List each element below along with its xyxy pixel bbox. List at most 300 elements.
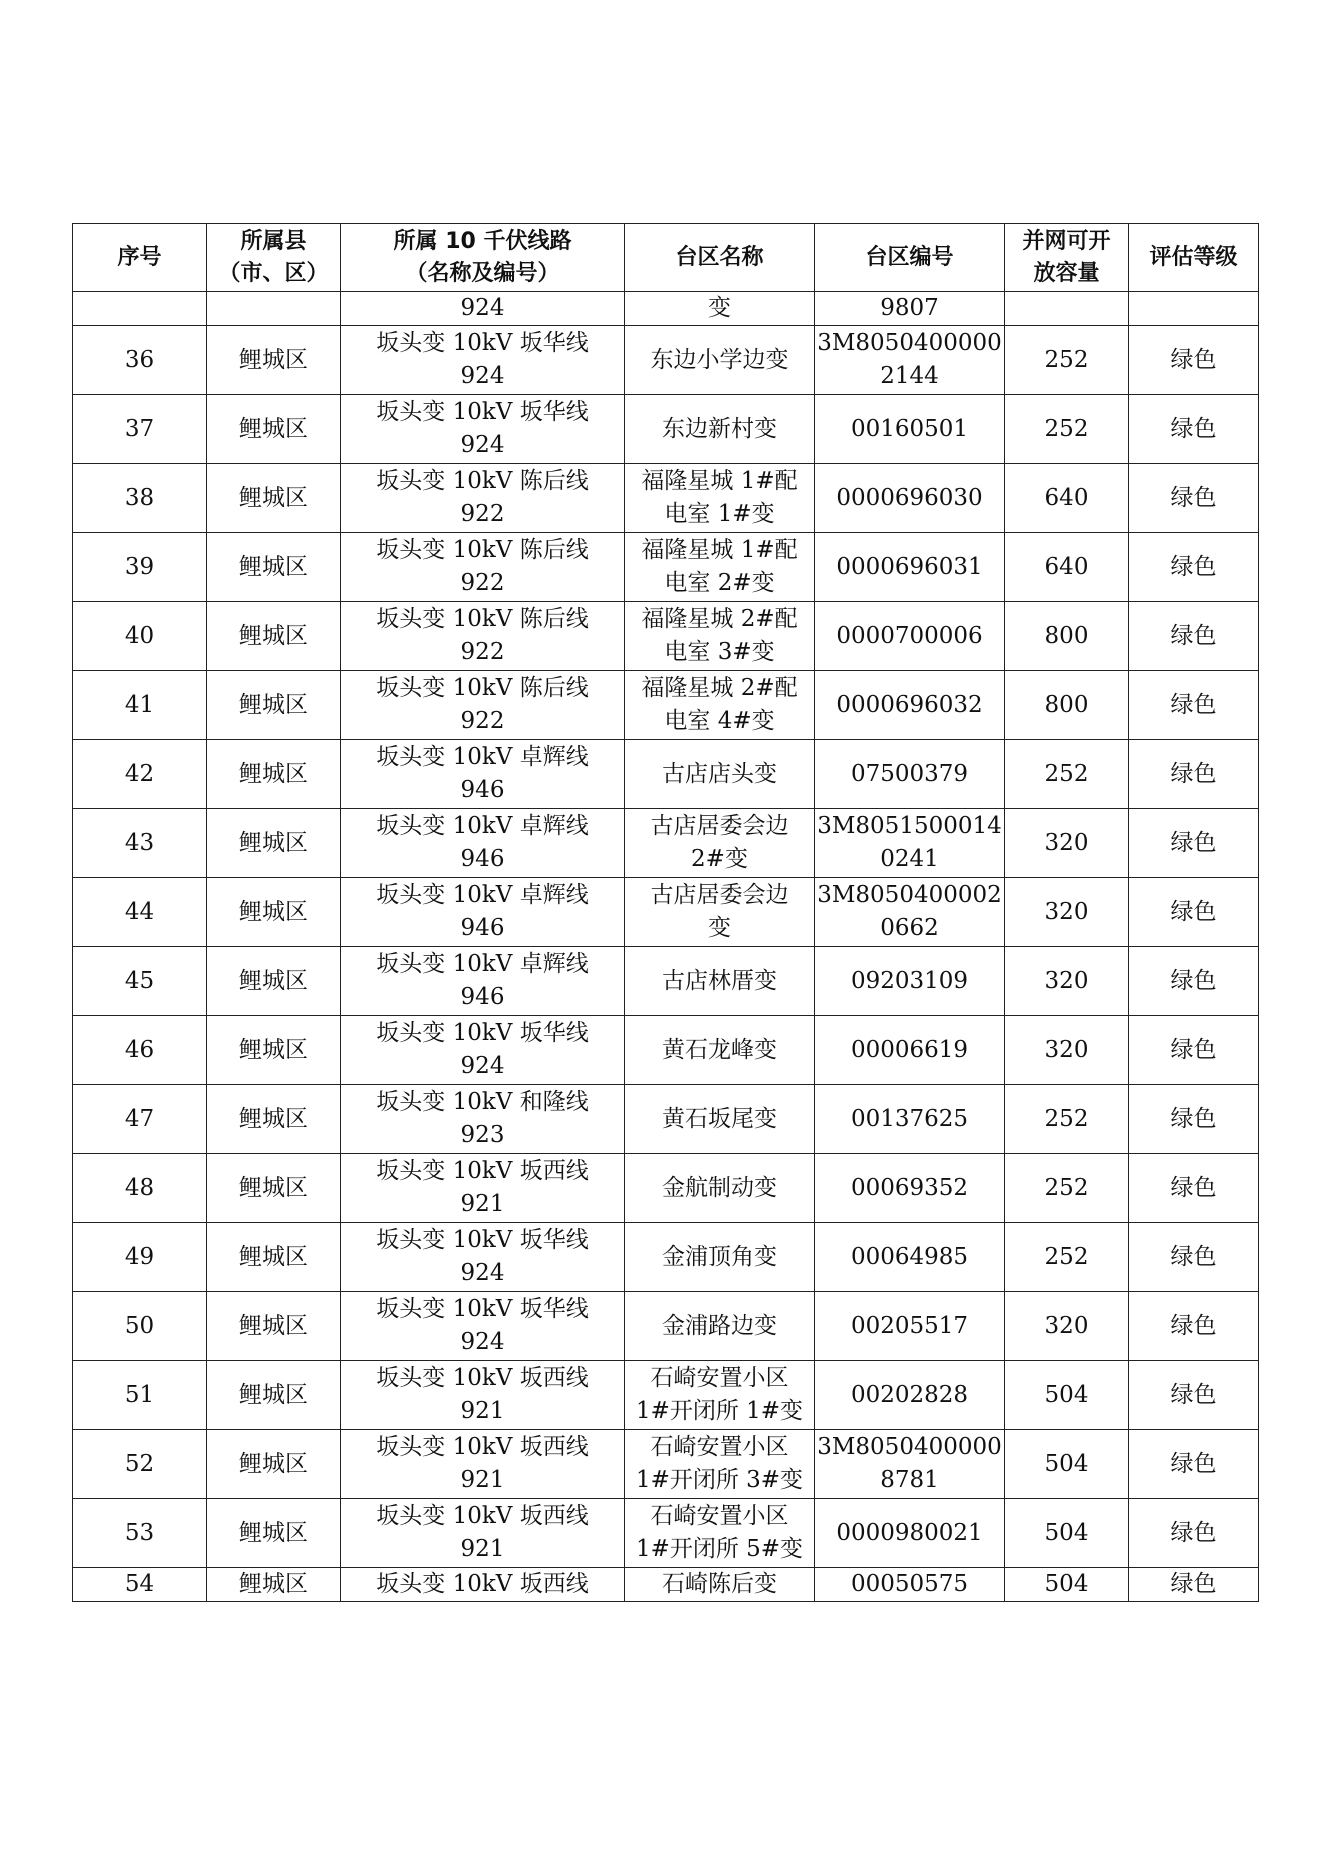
- area-name-cell: [625, 1430, 815, 1499]
- cell-text: 320: [1044, 1312, 1089, 1339]
- county-cell: [207, 947, 341, 1016]
- area-code-cell: [815, 671, 1005, 740]
- header-cell-county: 所属县 （市、区）: [207, 224, 341, 292]
- cell-text: 古店店头变: [662, 760, 777, 787]
- index-cell: [73, 1016, 207, 1085]
- cell-text: 坂头变 10kV 陈后线 922: [376, 468, 589, 527]
- cell-text: 坂头变 10kV 坂西线 921: [376, 1365, 589, 1424]
- cell-text: 坂头变 10kV 陈后线 922: [376, 537, 589, 596]
- cell-text: 46: [124, 1036, 155, 1063]
- feeder-line-cell: [341, 602, 625, 671]
- cell-text: 0000696032: [836, 691, 983, 718]
- capacity-cell: [1005, 878, 1129, 947]
- county-cell: [207, 395, 341, 464]
- capacity-cell: [1005, 533, 1129, 602]
- area-code-cell: [815, 464, 1005, 533]
- area-name-cell: [625, 809, 815, 878]
- county-cell: [207, 326, 341, 395]
- county-cell: [207, 878, 341, 947]
- cell-text: 252: [1044, 346, 1089, 373]
- cell-text: 50: [124, 1312, 155, 1339]
- table-row: [73, 1085, 1259, 1154]
- cell-text: 绿色: [1170, 1312, 1217, 1339]
- area-code-cell: [815, 740, 1005, 809]
- cell-text: 鲤城区: [239, 622, 308, 649]
- cell-text: 3M8050400002 0662: [817, 882, 1002, 941]
- table-row: [73, 947, 1259, 1016]
- area-name-cell: [625, 1499, 815, 1568]
- area-name-cell: [625, 602, 815, 671]
- cell-text: 39: [124, 553, 155, 580]
- cell-text: 鲤城区: [239, 1243, 308, 1270]
- grade-cell: [1129, 740, 1259, 809]
- header-cell-feeder-line: 所属 10 千伏线路 （名称及编号）: [341, 224, 625, 292]
- county-cell: [207, 671, 341, 740]
- index-cell: [73, 671, 207, 740]
- area-code-cell: [815, 1430, 1005, 1499]
- header-row: [73, 224, 1259, 292]
- cell-text: 鲤城区: [239, 691, 308, 718]
- county-cell: [207, 1154, 341, 1223]
- cell-text: 绿色: [1170, 691, 1217, 718]
- cell-text: 绿色: [1170, 346, 1217, 373]
- capacity-cell: [1005, 1085, 1129, 1154]
- cell-text: 43: [124, 829, 155, 856]
- header-cell-grade: 评估等级: [1129, 224, 1259, 292]
- cell-text: 黄石龙峰变: [662, 1036, 777, 1063]
- cell-text: 0000696030: [836, 484, 983, 511]
- grade-cell: [1129, 292, 1259, 326]
- capacity-cell: [1005, 464, 1129, 533]
- area-name-cell: [625, 292, 815, 326]
- grade-cell: [1129, 326, 1259, 395]
- table-row: [73, 1223, 1259, 1292]
- cell-text: 坂头变 10kV 坂西线 921: [376, 1503, 589, 1562]
- capacity-cell: [1005, 1430, 1129, 1499]
- cell-text: 252: [1044, 1105, 1089, 1132]
- cell-text: 坂头变 10kV 卓辉线 946: [376, 882, 589, 941]
- area-code-cell: [815, 1016, 1005, 1085]
- cell-text: 绿色: [1170, 1450, 1217, 1477]
- cell-text: 绿色: [1170, 829, 1217, 856]
- table-row: [73, 395, 1259, 464]
- header-cell-area-code: 台区编号: [815, 224, 1005, 292]
- cell-text: 鲤城区: [239, 829, 308, 856]
- cell-text: 07500379: [850, 760, 969, 787]
- capacity-cell: [1005, 326, 1129, 395]
- cell-text: 00160501: [850, 415, 969, 442]
- grade-cell: [1129, 1361, 1259, 1430]
- table-row: [73, 1361, 1259, 1430]
- cell-text: 绿色: [1170, 1243, 1217, 1270]
- table-row: [73, 1568, 1259, 1602]
- cell-text: 252: [1044, 1243, 1089, 1270]
- cell-text: 坂头变 10kV 坂华线 924: [376, 330, 589, 389]
- cell-text: 00006619: [850, 1036, 969, 1063]
- continued-row: [73, 292, 1259, 326]
- area-code-cell: [815, 1223, 1005, 1292]
- index-cell: [73, 1154, 207, 1223]
- county-cell: [207, 1016, 341, 1085]
- cell-text: 鲤城区: [239, 760, 308, 787]
- cell-text: 绿色: [1170, 1174, 1217, 1201]
- feeder-line-cell: [341, 395, 625, 464]
- area-name-cell: [625, 326, 815, 395]
- capacity-cell: [1005, 947, 1129, 1016]
- cell-text: 鲤城区: [239, 1036, 308, 1063]
- county-cell: [207, 292, 341, 326]
- feeder-line-cell: [341, 809, 625, 878]
- cell-text: 福隆星城 2#配 电室 3#变: [641, 606, 798, 665]
- index-cell: [73, 1568, 207, 1602]
- index-cell: [73, 395, 207, 464]
- capacity-cell: [1005, 1292, 1129, 1361]
- cell-text: 51: [124, 1381, 155, 1408]
- cell-text: 504: [1044, 1519, 1089, 1546]
- area-code-cell: [815, 1499, 1005, 1568]
- feeder-line-cell: [341, 947, 625, 1016]
- cell-text: 3M8051500014 0241: [817, 813, 1002, 872]
- feeder-line-cell: [341, 1292, 625, 1361]
- area-code-cell: [815, 878, 1005, 947]
- cell-text: 古店林厝变: [662, 967, 777, 994]
- index-cell: [73, 326, 207, 395]
- cell-text: 800: [1044, 691, 1089, 718]
- feeder-line-cell: [341, 1499, 625, 1568]
- index-cell: [73, 602, 207, 671]
- cell-text: 鲤城区: [239, 1450, 308, 1477]
- capacity-cell: [1005, 1499, 1129, 1568]
- cell-text: 鲤城区: [239, 967, 308, 994]
- table-row: [73, 602, 1259, 671]
- area-name-cell: [625, 878, 815, 947]
- cell-text: 00064985: [850, 1243, 969, 1270]
- table-row: [73, 1016, 1259, 1085]
- cell-text: 变: [708, 295, 731, 321]
- county-cell: [207, 464, 341, 533]
- cell-text: 鲤城区: [239, 898, 308, 925]
- area-name-cell: [625, 1154, 815, 1223]
- cell-text: 鲤城区: [239, 1381, 308, 1408]
- cell-text: 石崎安置小区 1#开闭所 5#变: [635, 1503, 804, 1562]
- cell-text: 47: [124, 1105, 155, 1132]
- feeder-line-cell: [341, 740, 625, 809]
- index-cell: [73, 1223, 207, 1292]
- cell-text: 640: [1044, 484, 1089, 511]
- cell-text: 45: [124, 967, 155, 994]
- cell-text: 坂头变 10kV 坂西线: [376, 1571, 589, 1597]
- grade-cell: [1129, 602, 1259, 671]
- county-cell: [207, 533, 341, 602]
- cell-text: 38: [124, 484, 155, 511]
- index-cell: [73, 740, 207, 809]
- cell-text: 320: [1044, 1036, 1089, 1063]
- cell-text: 福隆星城 1#配 电室 2#变: [641, 537, 798, 596]
- area-name-cell: [625, 464, 815, 533]
- cell-text: 石崎安置小区 1#开闭所 3#变: [635, 1434, 804, 1493]
- feeder-line-cell: [341, 1568, 625, 1602]
- area-name-cell: [625, 1223, 815, 1292]
- capacity-cell: [1005, 395, 1129, 464]
- feeder-line-cell: [341, 671, 625, 740]
- table-row: [73, 1499, 1259, 1568]
- grade-cell: [1129, 671, 1259, 740]
- county-cell: [207, 1568, 341, 1602]
- cell-text: 绿色: [1170, 484, 1217, 511]
- cell-text: 48: [124, 1174, 155, 1201]
- feeder-line-cell: [341, 1154, 625, 1223]
- capacity-cell: [1005, 740, 1129, 809]
- capacity-cell: [1005, 1568, 1129, 1602]
- cell-text: 福隆星城 1#配 电室 1#变: [641, 468, 798, 527]
- cell-text: 37: [124, 415, 155, 442]
- cell-text: 坂头变 10kV 卓辉线 946: [376, 744, 589, 803]
- cell-text: 坂头变 10kV 卓辉线 946: [376, 813, 589, 872]
- county-cell: [207, 602, 341, 671]
- cell-text: 36: [124, 346, 155, 373]
- area-code-cell: [815, 533, 1005, 602]
- index-cell: [73, 1361, 207, 1430]
- table-body: [73, 292, 1259, 1602]
- area-code-cell: [815, 1292, 1005, 1361]
- cell-text: 古店居委会边 变: [650, 882, 789, 941]
- grade-cell: [1129, 878, 1259, 947]
- cell-text: 00205517: [850, 1312, 969, 1339]
- table-row: [73, 671, 1259, 740]
- cell-text: 鲤城区: [239, 553, 308, 580]
- cell-text: 鲤城区: [239, 1571, 308, 1597]
- cell-text: 金浦路边变: [662, 1312, 777, 1339]
- index-cell: [73, 1430, 207, 1499]
- table-row: [73, 1430, 1259, 1499]
- county-cell: [207, 1085, 341, 1154]
- cell-text: 东边新村变: [662, 415, 777, 442]
- cell-text: 石崎安置小区 1#开闭所 1#变: [635, 1365, 804, 1424]
- area-code-cell: [815, 809, 1005, 878]
- area-name-cell: [625, 1292, 815, 1361]
- area-code-cell: [815, 947, 1005, 1016]
- capacity-cell: [1005, 1154, 1129, 1223]
- grade-cell: [1129, 395, 1259, 464]
- capacity-cell: [1005, 671, 1129, 740]
- cell-text: 320: [1044, 898, 1089, 925]
- table-row: [73, 533, 1259, 602]
- table-row: [73, 1292, 1259, 1361]
- cell-text: 坂头变 10kV 坂华线 924: [376, 1296, 589, 1355]
- feeder-line-cell: [341, 1430, 625, 1499]
- area-name-cell: [625, 1568, 815, 1602]
- table-row: [73, 1154, 1259, 1223]
- area-name-cell: [625, 1016, 815, 1085]
- header-cell-index: 序号: [73, 224, 207, 292]
- cell-text: 252: [1044, 415, 1089, 442]
- cell-text: 坂头变 10kV 坂西线 921: [376, 1158, 589, 1217]
- cell-text: 320: [1044, 967, 1089, 994]
- grade-cell: [1129, 1223, 1259, 1292]
- cell-text: 49: [124, 1243, 155, 1270]
- cell-text: 坂头变 10kV 和隆线 923: [376, 1089, 589, 1148]
- cell-text: 绿色: [1170, 1571, 1217, 1597]
- capacity-cell: [1005, 1016, 1129, 1085]
- capacity-table: [72, 223, 1259, 1602]
- area-code-cell: [815, 1154, 1005, 1223]
- cell-text: 0000696031: [836, 553, 983, 580]
- header-cell-area-name: 台区名称: [625, 224, 815, 292]
- cell-text: 鲤城区: [239, 1519, 308, 1546]
- feeder-line-cell: [341, 326, 625, 395]
- cell-text: 54: [124, 1571, 155, 1597]
- cell-text: 福隆星城 2#配 电室 4#变: [641, 675, 798, 734]
- county-cell: [207, 1430, 341, 1499]
- feeder-line-cell: [341, 533, 625, 602]
- cell-text: 绿色: [1170, 967, 1217, 994]
- area-code-cell: [815, 326, 1005, 395]
- cell-text: 00202828: [850, 1381, 969, 1408]
- cell-text: 0000700006: [836, 622, 983, 649]
- county-cell: [207, 1223, 341, 1292]
- cell-text: 41: [124, 691, 155, 718]
- cell-text: 鲤城区: [239, 484, 308, 511]
- cell-text: 坂头变 10kV 陈后线 922: [376, 606, 589, 665]
- cell-text: 绿色: [1170, 1519, 1217, 1546]
- county-cell: [207, 809, 341, 878]
- cell-text: 53: [124, 1519, 155, 1546]
- index-cell: [73, 809, 207, 878]
- index-cell: [73, 1499, 207, 1568]
- cell-text: 绿色: [1170, 1036, 1217, 1063]
- area-name-cell: [625, 671, 815, 740]
- grade-cell: [1129, 1085, 1259, 1154]
- area-code-cell: [815, 1568, 1005, 1602]
- cell-text: 坂头变 10kV 陈后线 922: [376, 675, 589, 734]
- area-name-cell: [625, 947, 815, 1016]
- feeder-line-cell: [341, 464, 625, 533]
- cell-text: 坂头变 10kV 坂华线 924: [376, 1227, 589, 1286]
- cell-text: 鲤城区: [239, 1105, 308, 1132]
- cell-text: 00069352: [850, 1174, 969, 1201]
- cell-text: 鲤城区: [239, 346, 308, 373]
- capacity-cell: [1005, 1223, 1129, 1292]
- table-row: [73, 464, 1259, 533]
- table-row: [73, 878, 1259, 947]
- county-cell: [207, 1499, 341, 1568]
- index-cell: [73, 1292, 207, 1361]
- area-code-cell: [815, 1085, 1005, 1154]
- index-cell: [73, 947, 207, 1016]
- cell-text: 09203109: [850, 967, 969, 994]
- cell-text: 42: [124, 760, 155, 787]
- cell-text: 绿色: [1170, 622, 1217, 649]
- index-cell: [73, 292, 207, 326]
- cell-text: 坂头变 10kV 坂华线 924: [376, 399, 589, 458]
- area-code-cell: [815, 1361, 1005, 1430]
- feeder-line-cell: [341, 292, 625, 326]
- cell-text: 3M8050400000 8781: [817, 1434, 1002, 1493]
- cell-text: 00137625: [850, 1105, 969, 1132]
- cell-text: 504: [1044, 1450, 1089, 1477]
- cell-text: 0000980021: [836, 1519, 983, 1546]
- cell-text: 绿色: [1170, 1381, 1217, 1408]
- county-cell: [207, 740, 341, 809]
- capacity-cell: [1005, 292, 1129, 326]
- cell-text: 504: [1044, 1381, 1089, 1408]
- cell-text: 石崎陈后变: [662, 1571, 777, 1597]
- grade-cell: [1129, 1016, 1259, 1085]
- cell-text: 古店居委会边 2#变: [650, 813, 789, 872]
- cell-text: 金浦顶角变: [662, 1243, 777, 1270]
- table-row: [73, 809, 1259, 878]
- area-code-cell: [815, 292, 1005, 326]
- area-name-cell: [625, 533, 815, 602]
- cell-text: 绿色: [1170, 553, 1217, 580]
- feeder-line-cell: [341, 878, 625, 947]
- index-cell: [73, 878, 207, 947]
- feeder-line-cell: [341, 1361, 625, 1430]
- index-cell: [73, 1085, 207, 1154]
- cell-text: 黄石坂尾变: [662, 1105, 777, 1132]
- index-cell: [73, 464, 207, 533]
- header-cell-capacity: 并网可开 放容量: [1005, 224, 1129, 292]
- area-code-cell: [815, 602, 1005, 671]
- area-name-cell: [625, 1361, 815, 1430]
- feeder-line-cell: [341, 1016, 625, 1085]
- cell-text: 鲤城区: [239, 1312, 308, 1339]
- cell-text: 252: [1044, 760, 1089, 787]
- grade-cell: [1129, 809, 1259, 878]
- cell-text: 40: [124, 622, 155, 649]
- table-row: [73, 740, 1259, 809]
- grade-cell: [1129, 533, 1259, 602]
- area-name-cell: [625, 1085, 815, 1154]
- cell-text: 3M8050400000 2144: [817, 330, 1002, 389]
- county-cell: [207, 1361, 341, 1430]
- grade-cell: [1129, 1154, 1259, 1223]
- area-name-cell: [625, 740, 815, 809]
- feeder-line-cell: [341, 1223, 625, 1292]
- cell-text: 东边小学边变: [650, 346, 789, 373]
- county-cell: [207, 1292, 341, 1361]
- cell-text: 52: [124, 1450, 155, 1477]
- cell-text: 绿色: [1170, 1105, 1217, 1132]
- capacity-cell: [1005, 809, 1129, 878]
- cell-text: 鲤城区: [239, 415, 308, 442]
- cell-text: 9807: [880, 295, 939, 321]
- capacity-cell: [1005, 602, 1129, 671]
- cell-text: 252: [1044, 1174, 1089, 1201]
- capacity-cell: [1005, 1361, 1129, 1430]
- grade-cell: [1129, 1430, 1259, 1499]
- cell-text: 金航制动变: [662, 1174, 777, 1201]
- cell-text: 绿色: [1170, 760, 1217, 787]
- cell-text: 坂头变 10kV 坂华线 924: [376, 1020, 589, 1079]
- cell-text: 800: [1044, 622, 1089, 649]
- cell-text: 坂头变 10kV 坂西线 921: [376, 1434, 589, 1493]
- cell-text: 鲤城区: [239, 1174, 308, 1201]
- cell-text: 00050575: [850, 1571, 969, 1597]
- cell-text: 320: [1044, 829, 1089, 856]
- cell-text: 绿色: [1170, 415, 1217, 442]
- cell-text: 924: [460, 295, 505, 321]
- grade-cell: [1129, 1568, 1259, 1602]
- grade-cell: [1129, 464, 1259, 533]
- cell-text: 绿色: [1170, 898, 1217, 925]
- cell-text: 504: [1044, 1571, 1089, 1597]
- grade-cell: [1129, 1292, 1259, 1361]
- feeder-line-cell: [341, 1085, 625, 1154]
- grade-cell: [1129, 1499, 1259, 1568]
- area-name-cell: [625, 395, 815, 464]
- cell-text: 640: [1044, 553, 1089, 580]
